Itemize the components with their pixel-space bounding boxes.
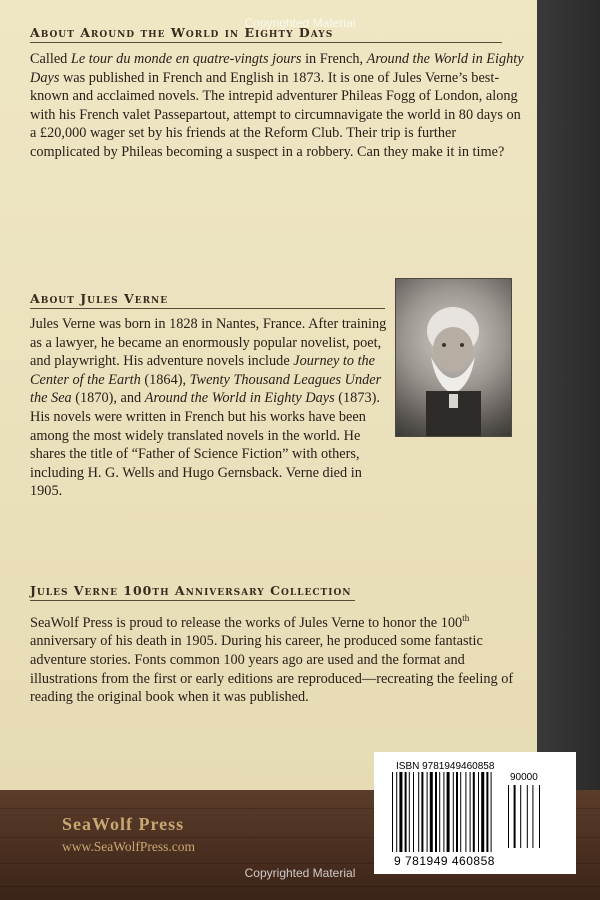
isbn-barcode-box bbox=[374, 752, 576, 874]
section-title-about-author bbox=[30, 291, 168, 306]
section-title-about-author-text: About Jules Verne bbox=[30, 291, 169, 306]
section-title-collection-text: Jules Verne 100th Anniversary Collection bbox=[30, 583, 352, 598]
about-author-paragraph-wrap bbox=[30, 315, 390, 501]
spine-edge bbox=[537, 0, 600, 790]
section-title-about-book-text: About Around the World in Eighty Days bbox=[30, 25, 334, 40]
price-code: 90000 bbox=[510, 772, 538, 783]
section-rule bbox=[30, 42, 502, 43]
watermark-top: Copyrighted Material bbox=[244, 16, 356, 30]
section-title-collection bbox=[30, 583, 352, 598]
wood-grain bbox=[0, 886, 600, 887]
watermark-bottom: Copyrighted Material bbox=[244, 866, 356, 880]
publisher-url: www.SeaWolfPress.com bbox=[62, 839, 196, 854]
about-book-paragraph: Called Le tour du monde en quatre-vingts jours in French, Around the World in Eighty Days was published in French and English in 1873. It is one of Jules Verne’s best-known and acclaimed novels. The intrepid adventurer Phileas Fogg of London, along with his French valet Passepartout, attempt to circumnavigate the world in 80 days on a £20,000 wager set by his friends at the Reform Club. Their trip is further complicated by Phileas becoming a suspect in a robbery. Can they make it in time? bbox=[30, 51, 524, 160]
section-title-about-book bbox=[30, 25, 333, 40]
section-rule bbox=[30, 600, 355, 601]
collection-paragraph: SeaWolf Press is proud to release the works of Jules Verne to honor the 100th anniversary of his death in 1905. During his career, he produced some fantastic adventure stories. Fonts common 100 years ago are used and the format and illustrations from the first or early editions are reproduced—recreating the feeling of reading the original book when it was published. bbox=[30, 613, 514, 706]
publisher-name: SeaWolf Press bbox=[62, 814, 185, 834]
barcode-digits: 9 781949 460858 bbox=[394, 854, 495, 868]
author-portrait-photo bbox=[395, 278, 512, 437]
about-author-paragraph: Jules Verne was born in 1828 in Nantes, France. After training as a lawyer, he became an enormously popular novelist, poet, and playwright. His adventure novels include Journey to the Center of the Earth (1864), Twenty Thousand Leagues Under the Sea (1870), and Around the World in Eighty Days (1873). His novels were written in French but his works have been among the most widely translated novels in the world. He shares the title of “Father of Science Fiction” with others, including H. G. Wells and Hugo Gernsback. Verne died in 1905. bbox=[30, 316, 387, 500]
isbn-label: ISBN 9781949460858 bbox=[396, 761, 495, 772]
section-rule bbox=[30, 308, 385, 309]
